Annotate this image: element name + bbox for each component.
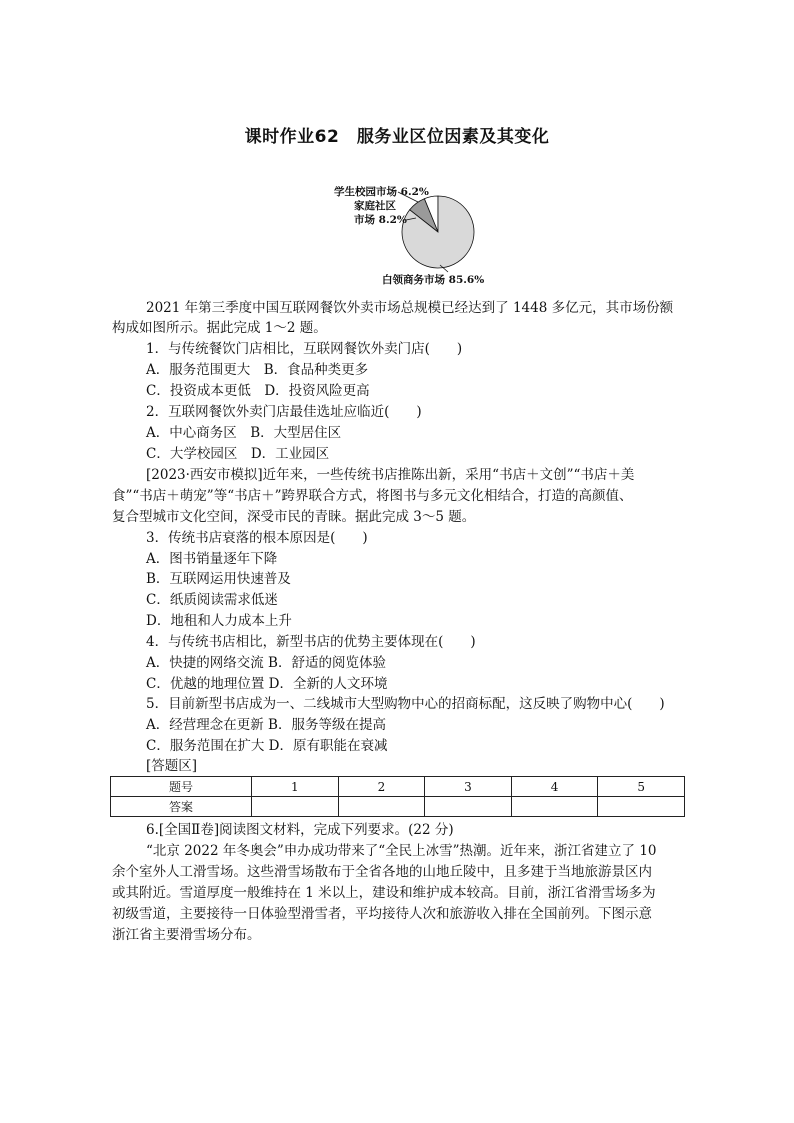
q4-options-ab: A．快捷的网络交流 B．舒适的阅览体验 [146, 655, 386, 671]
intro2-line-2: 食”“书店＋萌宠”等“书店＋”跨界联合方式，将图书与多元文化相结合，打造的高颜值、 [112, 488, 633, 504]
answer-cell-2[interactable] [338, 797, 425, 817]
q6-para-line-4: 初级雪道，主要接待一日体验型滑雪者，平均接待人次和旅游收入排在全国前列。下图示意 [112, 906, 652, 922]
label-white-collar-market: 白领商务市场 85.6% [382, 274, 485, 286]
market-share-pie-chart [320, 180, 520, 290]
answer-table-answer-label: 答案 [111, 797, 252, 817]
answer-table-num-5: 5 [598, 777, 685, 797]
answer-table-num-2: 2 [338, 777, 425, 797]
q2-stem: 2．互联网餐饮外卖门店最佳选址应临近( ) [146, 404, 422, 420]
q3-option-b: B．互联网运用快速普及 [146, 571, 291, 587]
q4-options-cd: C．优越的地理位置 D．全新的人文环境 [146, 676, 388, 692]
q3-stem: 3．传统书店衰落的根本原因是( ) [146, 530, 368, 546]
answer-table-num-1: 1 [252, 777, 339, 797]
answer-table [110, 776, 685, 817]
q1-options-ab: A．服务范围更大 B．食品种类更多 [146, 362, 369, 378]
q3-option-d: D．地租和人力成本上升 [146, 613, 292, 629]
q6-stem: 6.[全国Ⅱ卷]阅读图文材料，完成下列要求。(22 分) [146, 822, 454, 838]
intro2-line-3: 复合型城市文化空间，深受市民的青睐。据此完成 3～5 题。 [112, 509, 476, 525]
page-title: 课时作业62 服务业区位因素及其变化 [244, 127, 550, 147]
q2-options-ab: A．中心商务区 B．大型居住区 [146, 425, 342, 441]
label-family-market-2: 市场 8.2% [354, 214, 407, 226]
q1-options-cd: C．投资成本更低 D．投资风险更高 [146, 383, 370, 399]
q6-para-line-3: 或其附近。雪道厚度一般维持在 1 米以上，建设和维护成本较高。目前，浙江省滑雪场多为 [112, 885, 656, 901]
answer-table-num-4: 4 [511, 777, 598, 797]
answer-table-header-row [111, 777, 685, 797]
q5-options-cd: C．服务范围在扩大 D．原有职能在衰减 [146, 738, 388, 754]
q6-para-line-2: 余个室外人工滑雪场。这些滑雪场散布于全省各地的山地丘陵中，且多建于当地旅游景区内 [112, 864, 652, 880]
q2-options-cd: C．大学校园区 D．工业园区 [146, 446, 330, 462]
q5-options-ab: A．经营理念在更新 B．服务等级在提高 [146, 717, 386, 733]
answer-table-num-3: 3 [425, 777, 512, 797]
label-student-market: 学生校园市场 6.2% [334, 186, 429, 198]
answer-area-label: [答题区] [146, 758, 198, 774]
answer-table-answer-row [111, 797, 685, 817]
q6-para-line-5: 浙江省主要滑雪场分布。 [112, 927, 261, 943]
q3-option-a: A．图书销量逐年下降 [146, 551, 278, 567]
intro-line-1: 2021 年第三季度中国互联网餐饮外卖市场总规模已经达到了 1448 多亿元，其市场份额 [146, 300, 674, 316]
q3-option-c: C．纸质阅读需求低迷 [146, 592, 278, 608]
pie-slices [402, 196, 474, 268]
label-family-market-1: 家庭社区 [354, 200, 396, 212]
q4-stem: 4．与传统书店相比，新型书店的优势主要体现在( ) [146, 634, 476, 650]
q6-para-line-1: “北京 2022 年冬奥会”申办成功带来了“全民上冰雪”热潮。近年来，浙江省建立了 10 [146, 843, 657, 859]
answer-table-header-label: 题号 [111, 777, 252, 797]
intro-line-2: 构成如图所示。据此完成 1～2 题。 [112, 320, 327, 336]
q5-stem: 5．目前新型书店成为一、二线城市大型购物中心的招商标配，这反映了购物中心( ) [146, 696, 665, 712]
answer-cell-3[interactable] [425, 797, 512, 817]
answer-cell-4[interactable] [511, 797, 598, 817]
intro2-line-1: [2023·西安市模拟]近年来，一些传统书店推陈出新，采用“书店＋文创”“书店＋美 [146, 467, 635, 483]
answer-cell-1[interactable] [252, 797, 339, 817]
answer-cell-5[interactable] [598, 797, 685, 817]
q1-stem: 1．与传统餐饮门店相比，互联网餐饮外卖门店( ) [146, 341, 463, 357]
